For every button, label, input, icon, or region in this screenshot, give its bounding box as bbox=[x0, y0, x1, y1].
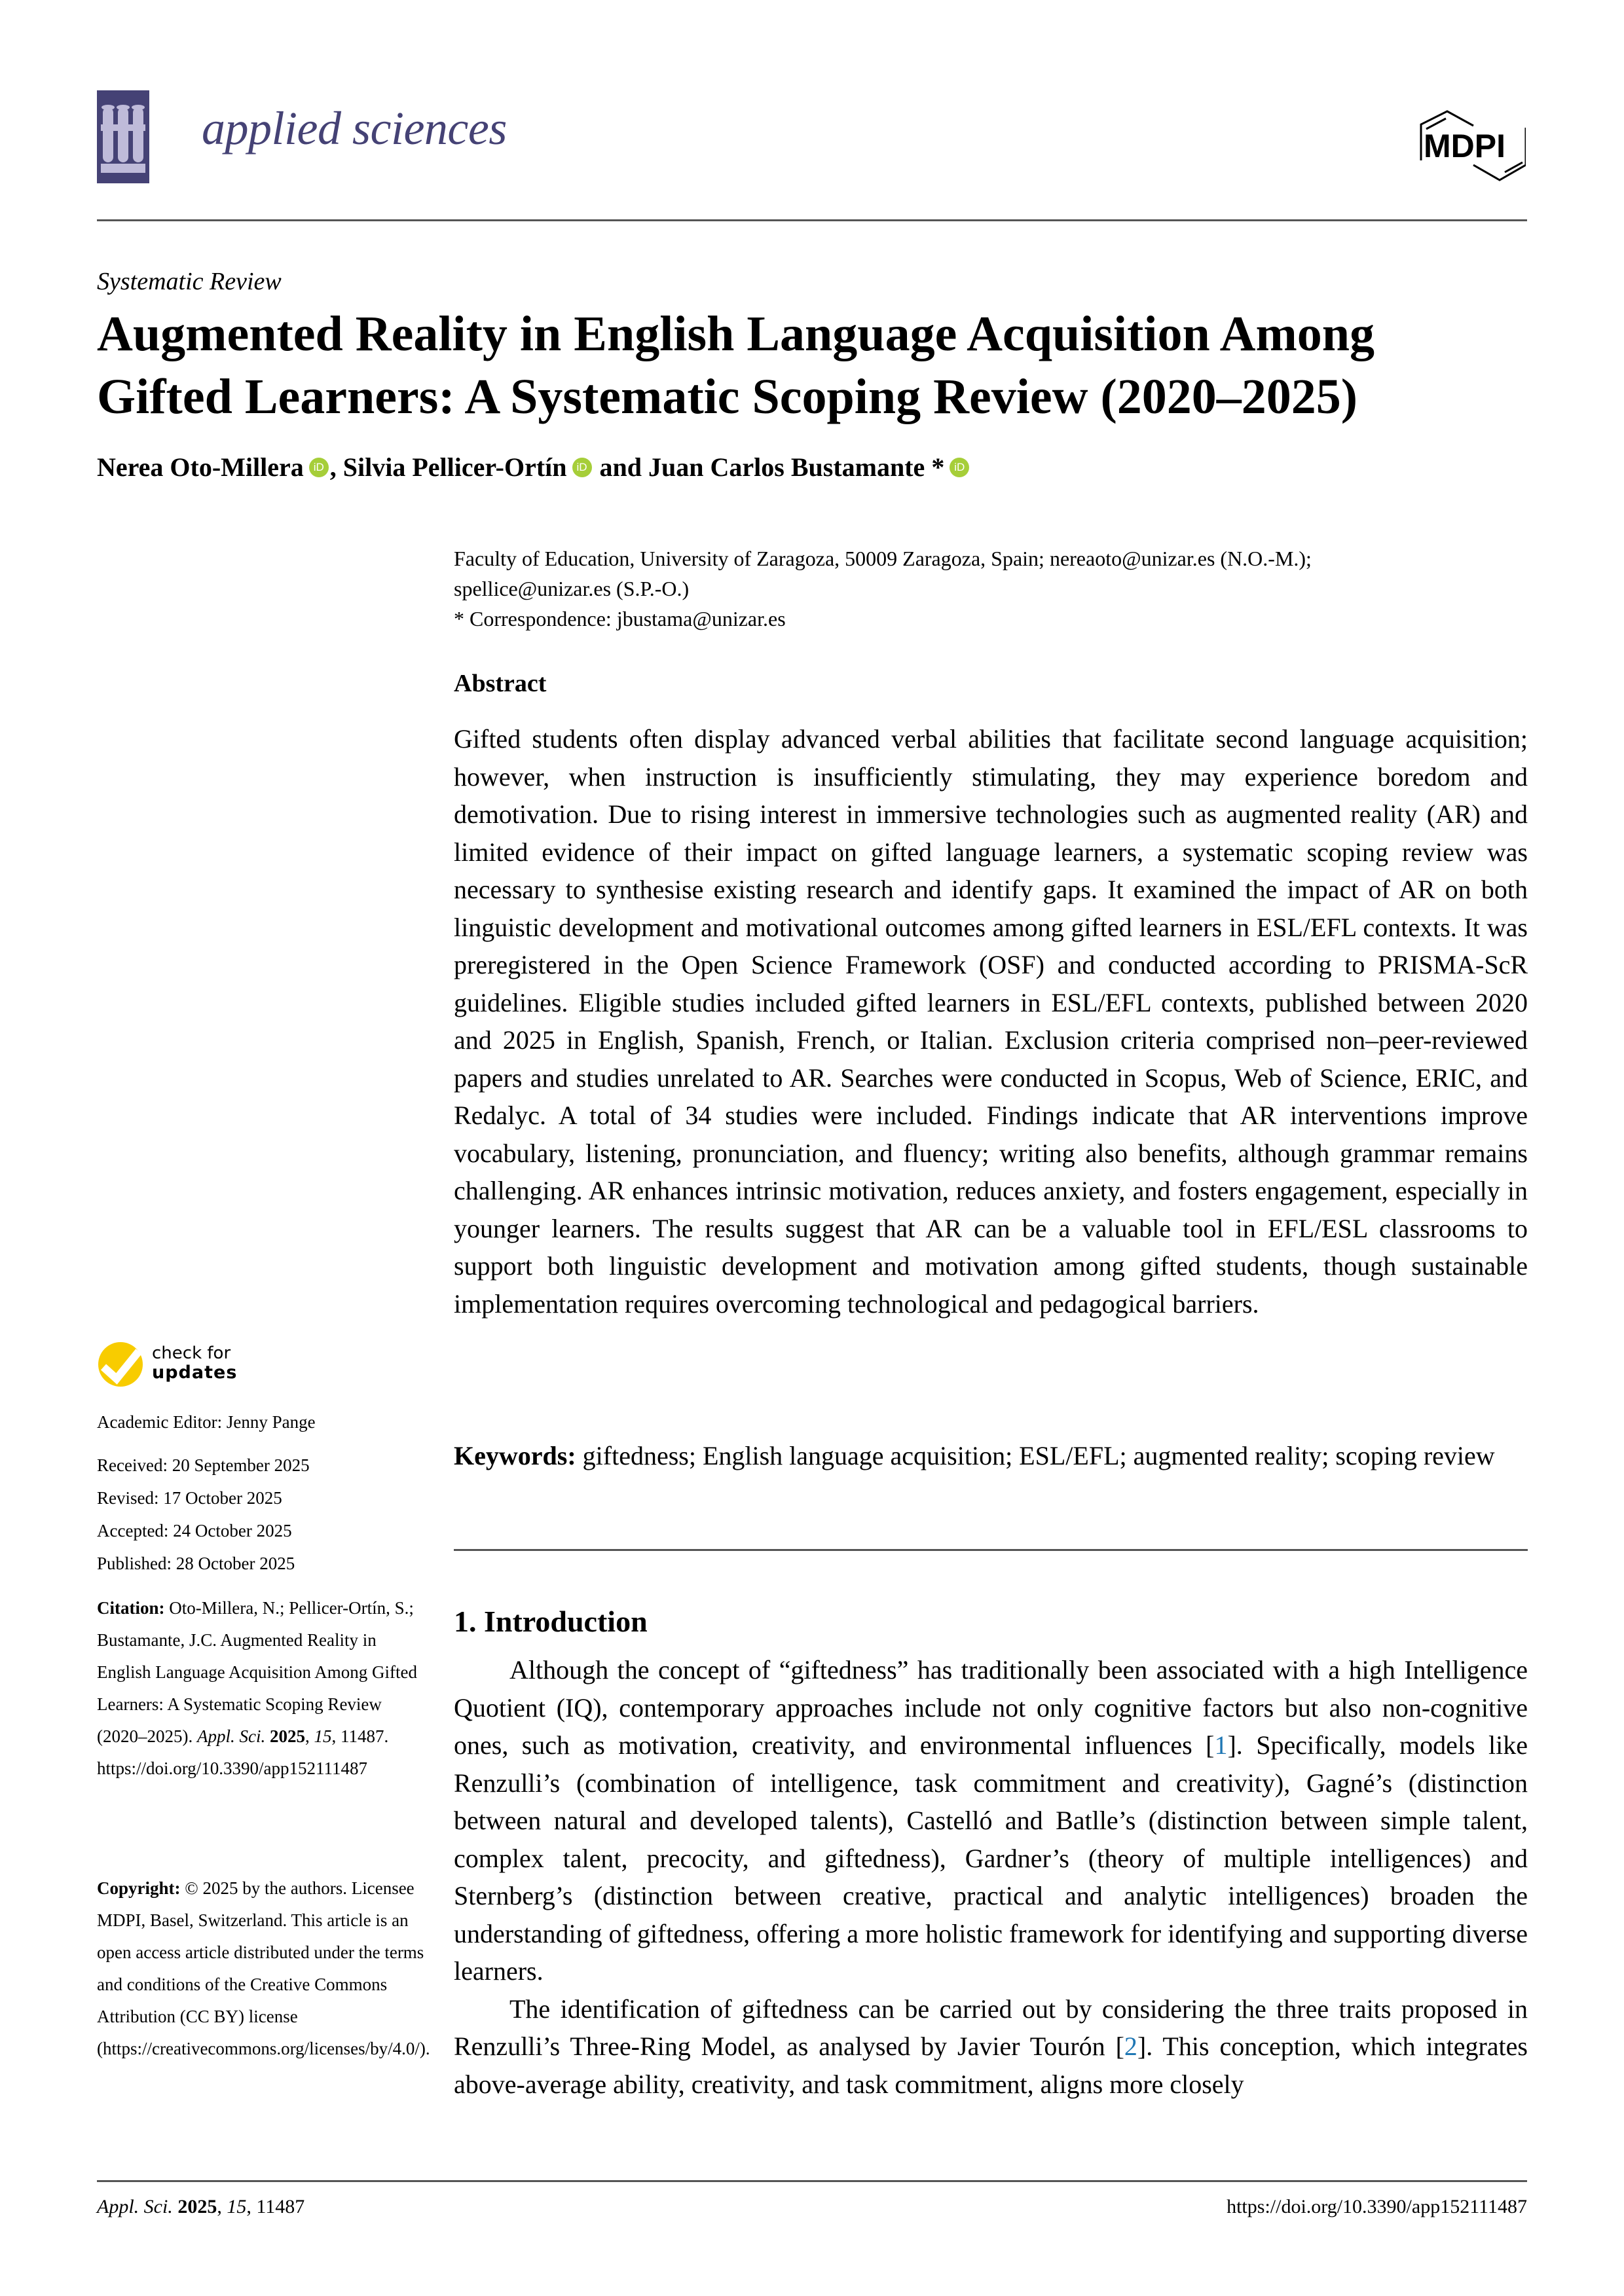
check-label: check for bbox=[152, 1343, 231, 1363]
paragraph-text: ]. Specifically, models like Renzulli’s (combination of intelligence, task commitment and creativity), Gagné’s (distinction between natural and developed talents), Castelló and Batlle’s (distinction between simple talent, complex talent, precocity, and giftedness), Gardner’s (theory of multiple intelligences) and Sternberg’s (distinction between creative, practical and analytic intelligences) broaden the understanding of giftedness, offering a more holistic framework for identifying and supporting diverse learners. bbox=[454, 1730, 1528, 1986]
affiliation-line: spellice@unizar.es (S.P.-O.) bbox=[454, 577, 690, 600]
citation-journal: Appl. Sci. bbox=[196, 1726, 266, 1746]
footer-divider bbox=[97, 2180, 1527, 2182]
date-received: Received: 20 September 2025 bbox=[97, 1455, 310, 1475]
paragraph-text: ]. This conception, which integrates above-average ability, creativity, and task commitment, aligns more closely bbox=[454, 2032, 1528, 2099]
citation-link[interactable]: 2 bbox=[1124, 2032, 1137, 2061]
copyright-label: Copyright: bbox=[97, 1878, 181, 1898]
journal-logo-icon bbox=[97, 90, 149, 183]
paragraph bbox=[454, 1990, 1528, 2104]
paragraph-text: Although the concept of “giftedness” has traditionally been associated with a high Intelligence Quotient (IQ), contemporary approaches include not only cognitive factors but also non-cognitive ones, such as motivation, creativity, and environmental influences [ bbox=[454, 1655, 1528, 1760]
footer-volume: 15 bbox=[227, 2196, 247, 2217]
orcid-icon[interactable]: iD bbox=[572, 458, 592, 477]
author-name[interactable]: Juan Carlos Bustamante bbox=[648, 452, 925, 482]
keywords bbox=[454, 1437, 1528, 1474]
copyright-block bbox=[97, 1872, 430, 2065]
author-separator: and bbox=[593, 452, 649, 482]
footer-journal: Appl. Sci. bbox=[97, 2196, 173, 2217]
author-separator: , bbox=[329, 452, 343, 482]
footer-year: 2025 bbox=[177, 2196, 217, 2217]
orcid-icon[interactable]: iD bbox=[309, 458, 329, 477]
author-name[interactable]: Silvia Pellicer-Ortín bbox=[342, 452, 567, 482]
citation-doi[interactable]: , 11487. https://doi.org/10.3390/app152111487 bbox=[97, 1726, 389, 1778]
citation-text: Oto-Millera, N.; Pellicer-Ortín, S.; Bustamante, J.C. Augmented Reality in English Language Acquisition Among Gifted Learners: A Systematic Scoping Review (2020–2025). bbox=[97, 1598, 417, 1746]
page-title bbox=[97, 302, 1538, 428]
academic-editor: Academic Editor: Jenny Pange bbox=[97, 1412, 316, 1432]
correspondence: * Correspondence: jbustama@unizar.es bbox=[454, 607, 786, 630]
citation-block: Citation: Oto-Millera, N.; Pellicer-Ortín, S.; Bustamante, J.C. Augmented Reality in English Language Acquisition Among Gifted Learners: A Systematic Scoping Review (2020–2025). Appl. Sci. 2025, 15, 11487. https://doi.org/10.3390/app152111487 bbox=[97, 1598, 417, 1778]
updates-label: updates bbox=[152, 1362, 238, 1383]
keywords-label: Keywords: bbox=[454, 1441, 576, 1470]
citation-link[interactable]: 1 bbox=[1214, 1730, 1228, 1760]
footer-citation: Appl. Sci. 2025, 15, 11487 bbox=[97, 2196, 305, 2217]
paragraph bbox=[454, 1651, 1528, 1990]
test-tubes-icon bbox=[97, 90, 149, 183]
keywords-list: giftedness; English language acquisition; ESL/EFL; augmented reality; scoping review bbox=[576, 1441, 1495, 1470]
journal-name: applied sciences bbox=[202, 102, 507, 155]
abstract-text: Gifted students often display advanced verbal abilities that facilitate second language acquisition; however, when instruction is insufficiently stimulating, they may experience boredom and demotivation. Due to rising interest in immersive technologies such as augmented reality (AR) and limited evidence of their impact on gifted language learners, a systematic scoping review was necessary to synthesise existing research and identify gaps. It examined the impact of AR on both linguistic development and motivational outcomes among gifted learners in ESL/EFL contexts. It was preregistered in the Open Science Framework (OSF) and conducted according to PRISMA-ScR guidelines. Eligible studies included gifted learners in ESL/EFL contexts, published between 2020 and 2025 in English, Spanish, French, or Italian. Exclusion criteria comprised non–peer-reviewed papers and studies unrelated to AR. Searches were conducted in Scopus, Web of Science, ERIC, and Redalyc. A total of 34 studies were included. Findings indicate that AR interventions improve vocabulary, listening, pronunciation, and fluency; writing also benefits, although grammar remains challenging. AR enhances intrinsic motivation, reduces anxiety, and fosters engagement, especially in younger learners. The results suggest that AR can be a valuable tool in EFL/ESL classrooms to support both linguistic development and motivation among gifted students, though sustainable implementation requires overcoming technological and pedagogical barriers. bbox=[454, 724, 1528, 1319]
author-list bbox=[97, 452, 970, 483]
article-type: Systematic Review bbox=[97, 268, 282, 295]
footer-article-number: , 11487 bbox=[246, 2196, 305, 2217]
header-divider bbox=[97, 219, 1527, 221]
title-line-1: Augmented Reality in English Language Acquisition Among bbox=[97, 306, 1375, 361]
mdpi-logo-icon bbox=[1408, 105, 1526, 183]
citation-volume: 15 bbox=[314, 1726, 332, 1746]
citation-label: Citation: bbox=[97, 1598, 165, 1618]
check-for-updates-button[interactable] bbox=[152, 1343, 237, 1383]
date-accepted: Accepted: 24 October 2025 bbox=[97, 1521, 292, 1540]
affiliation-line: Faculty of Education, University of Zaragoza, 50009 Zaragoza, Spain; nereaoto@unizar.es (N.O.-M.); bbox=[454, 547, 1312, 570]
corresponding-marker: * bbox=[925, 452, 945, 482]
section-heading-introduction: 1. Introduction bbox=[454, 1605, 648, 1638]
introduction-body bbox=[454, 1651, 1528, 2103]
abstract-heading: Abstract bbox=[454, 670, 547, 697]
citation-year: 2025 bbox=[265, 1726, 305, 1746]
affiliations bbox=[454, 543, 1528, 634]
svg-text:MDPI: MDPI bbox=[1424, 128, 1505, 164]
date-revised: Revised: 17 October 2025 bbox=[97, 1488, 282, 1508]
paragraph-text: The identification of giftedness can be carried out by considering the three traits proposed in Renzulli’s Three-Ring Model, as analysed by Javier Tourón [ bbox=[454, 1994, 1528, 2061]
date-published: Published: 28 October 2025 bbox=[97, 1554, 295, 1573]
author-name[interactable]: Nerea Oto-Millera bbox=[97, 452, 304, 482]
footer-doi-link[interactable]: https://doi.org/10.3390/app152111487 bbox=[1227, 2196, 1527, 2217]
orcid-icon[interactable]: iD bbox=[950, 458, 969, 477]
copyright-text: © 2025 by the authors. Licensee MDPI, Basel, Switzerland. This article is an open access article distributed under the terms and conditions of the Creative Commons Attribution (CC BY) license (https://creativecommons.org/licenses/by/4.0/). bbox=[97, 1878, 430, 2058]
abstract-divider bbox=[454, 1549, 1528, 1551]
title-line-2: Gifted Learners: A Systematic Scoping Review (2020–2025) bbox=[97, 369, 1358, 424]
check-for-updates-icon[interactable] bbox=[97, 1341, 144, 1388]
